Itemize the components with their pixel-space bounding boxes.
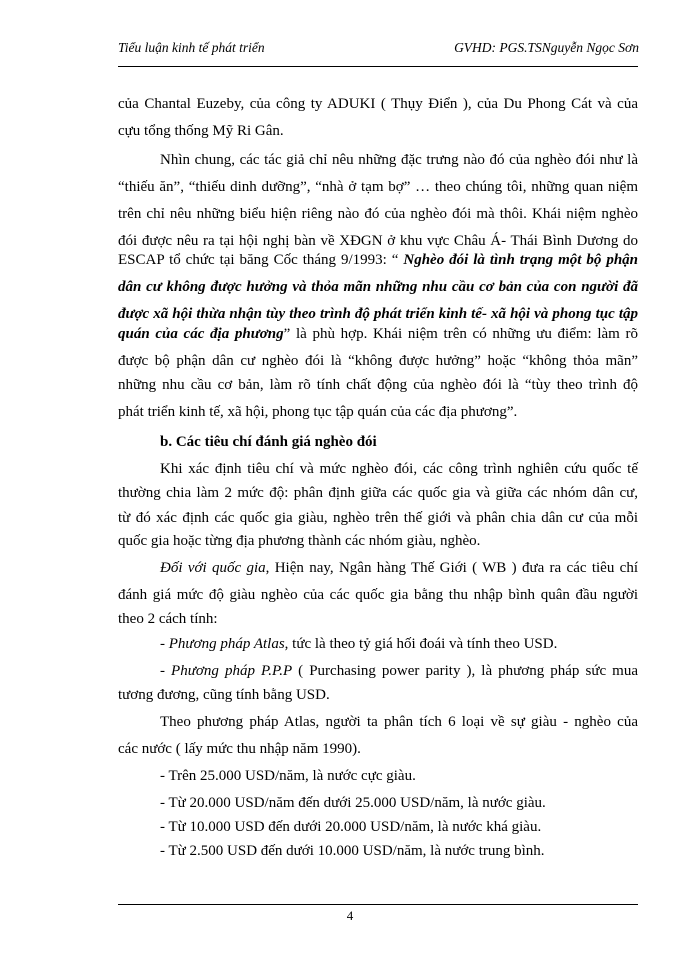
body-line: thường chia làm 2 mức độ: phân định giữa các quốc gia và giữa các nhóm dân cư, [118,485,638,501]
body-line: quốc gia hoặc từng địa phương thành các nhóm giàu, nghèo. [118,533,481,549]
body-line: từ đó xác định các quốc gia giàu, nghèo trên thế giới và phân chia dân cư của mỗi [118,510,638,526]
body-line: Theo phương pháp Atlas, người ta phân tích 6 loại về sự giàu - nghèo của [160,714,638,730]
section-heading: b. Các tiêu chí đánh giá nghèo đói [160,434,377,450]
bullet-dash: - [160,636,169,652]
bullet-dash: - [160,663,172,679]
body-line: của Chantal Euzeby, của công ty ADUKI ( Thụy Điển ), của Du Phong Cát và của [118,96,638,112]
footer-rule [118,904,638,905]
body-line: trên chỉ nêu những biểu hiện riêng nào đó của nghèo đói mà thôi. Khái niệm nghèo [118,206,638,222]
body-line: những nhu cầu cơ bản, làm rõ tính chất động của nghèo đói là “tùy theo trình độ [118,377,638,393]
body-line: Nhìn chung, các tác giả chỉ nêu những đặc trưng nào đó của nghèo đói như là [160,152,638,168]
definition-quote-line: được xã hội thừa nhận tùy theo trình độ phát triển kinh tế- xã hội và phong tục tập [118,306,638,322]
body-line: các nước ( lấy mức thu nhập năm 1990). [118,741,361,757]
body-line: đánh giá mức độ giàu nghèo của các quốc gia bằng thu nhập bình quân đầu người [118,587,638,603]
body-line: cựu tổng thống Mỹ Ri Gân. [118,123,284,139]
method-item [160,634,680,654]
body-text: , Hiện nay, Ngân hàng Thế Giới ( WB ) đưa ra các tiêu chí [265,560,638,576]
method-item [160,661,638,681]
header-rule [118,66,638,67]
list-item: - Trên 25.000 USD/năm, là nước cực giàu. [160,768,416,784]
method-name: Phương pháp Atlas [168,636,285,652]
method-description: , tức là theo tỷ giá hối đoái và tính theo USD. [284,636,558,652]
body-line: đói được nêu ra tại hội nghị bàn về XĐGN ở khu vực Châu Á- Thái Bình Dương do [118,233,638,249]
page-number: 4 [346,908,354,923]
body-line [160,558,638,578]
body-text: ” là phù hợp. Khái niệm trên có những ưu điểm: làm rõ [283,326,639,342]
header-right-advisor: GVHD: PGS.TSNguyễn Ngọc Sơn [454,40,639,55]
body-line: theo 2 cách tính: [118,611,218,627]
definition-quote-line: dân cư không được hưởng và thỏa mãn những nhu cầu cơ bản của con người đã [118,279,638,295]
body-line [118,324,638,344]
body-line: tương đương, cũng tính bằng USD. [118,687,330,703]
body-line: phát triển kinh tế, xã hội, phong tục tập quán của các địa phương”. [118,404,518,420]
body-line: được bộ phận dân cư nghèo đói là “không được hưởng” hoặc “không thỏa mãn” [118,353,638,369]
method-name: Phương pháp P.P.P [171,663,293,679]
definition-quote: Nghèo đói là tình trạng một bộ phận [403,252,639,268]
body-line [118,250,638,270]
list-item: - Từ 10.000 USD đến dưới 20.000 USD/năm, là nước khá giàu. [160,819,542,835]
header-left-title: Tiểu luận kinh tế phát triển [118,40,265,55]
definition-quote: quán của các địa phương [118,326,284,342]
method-description: ( Purchasing power parity ), là phương pháp sức mua [292,663,638,679]
body-line: “thiếu ăn”, “thiếu dinh dưỡng”, “nhà ở tạm bợ” … theo chúng tôi, những quan niệm [118,179,638,195]
body-text: ESCAP tổ chức tại băng Cốc tháng 9/1993: “ [118,252,404,268]
body-line: Khi xác định tiêu chí và mức nghèo đói, các công trình nghiên cứu quốc tế [160,461,638,477]
list-item: - Từ 2.500 USD đến dưới 10.000 USD/năm, là nước trung bình. [160,843,545,859]
list-item: - Từ 20.000 USD/năm đến dưới 25.000 USD/năm, là nước giàu. [160,795,546,811]
emphasis-text: Đối với quốc gia [160,560,266,576]
